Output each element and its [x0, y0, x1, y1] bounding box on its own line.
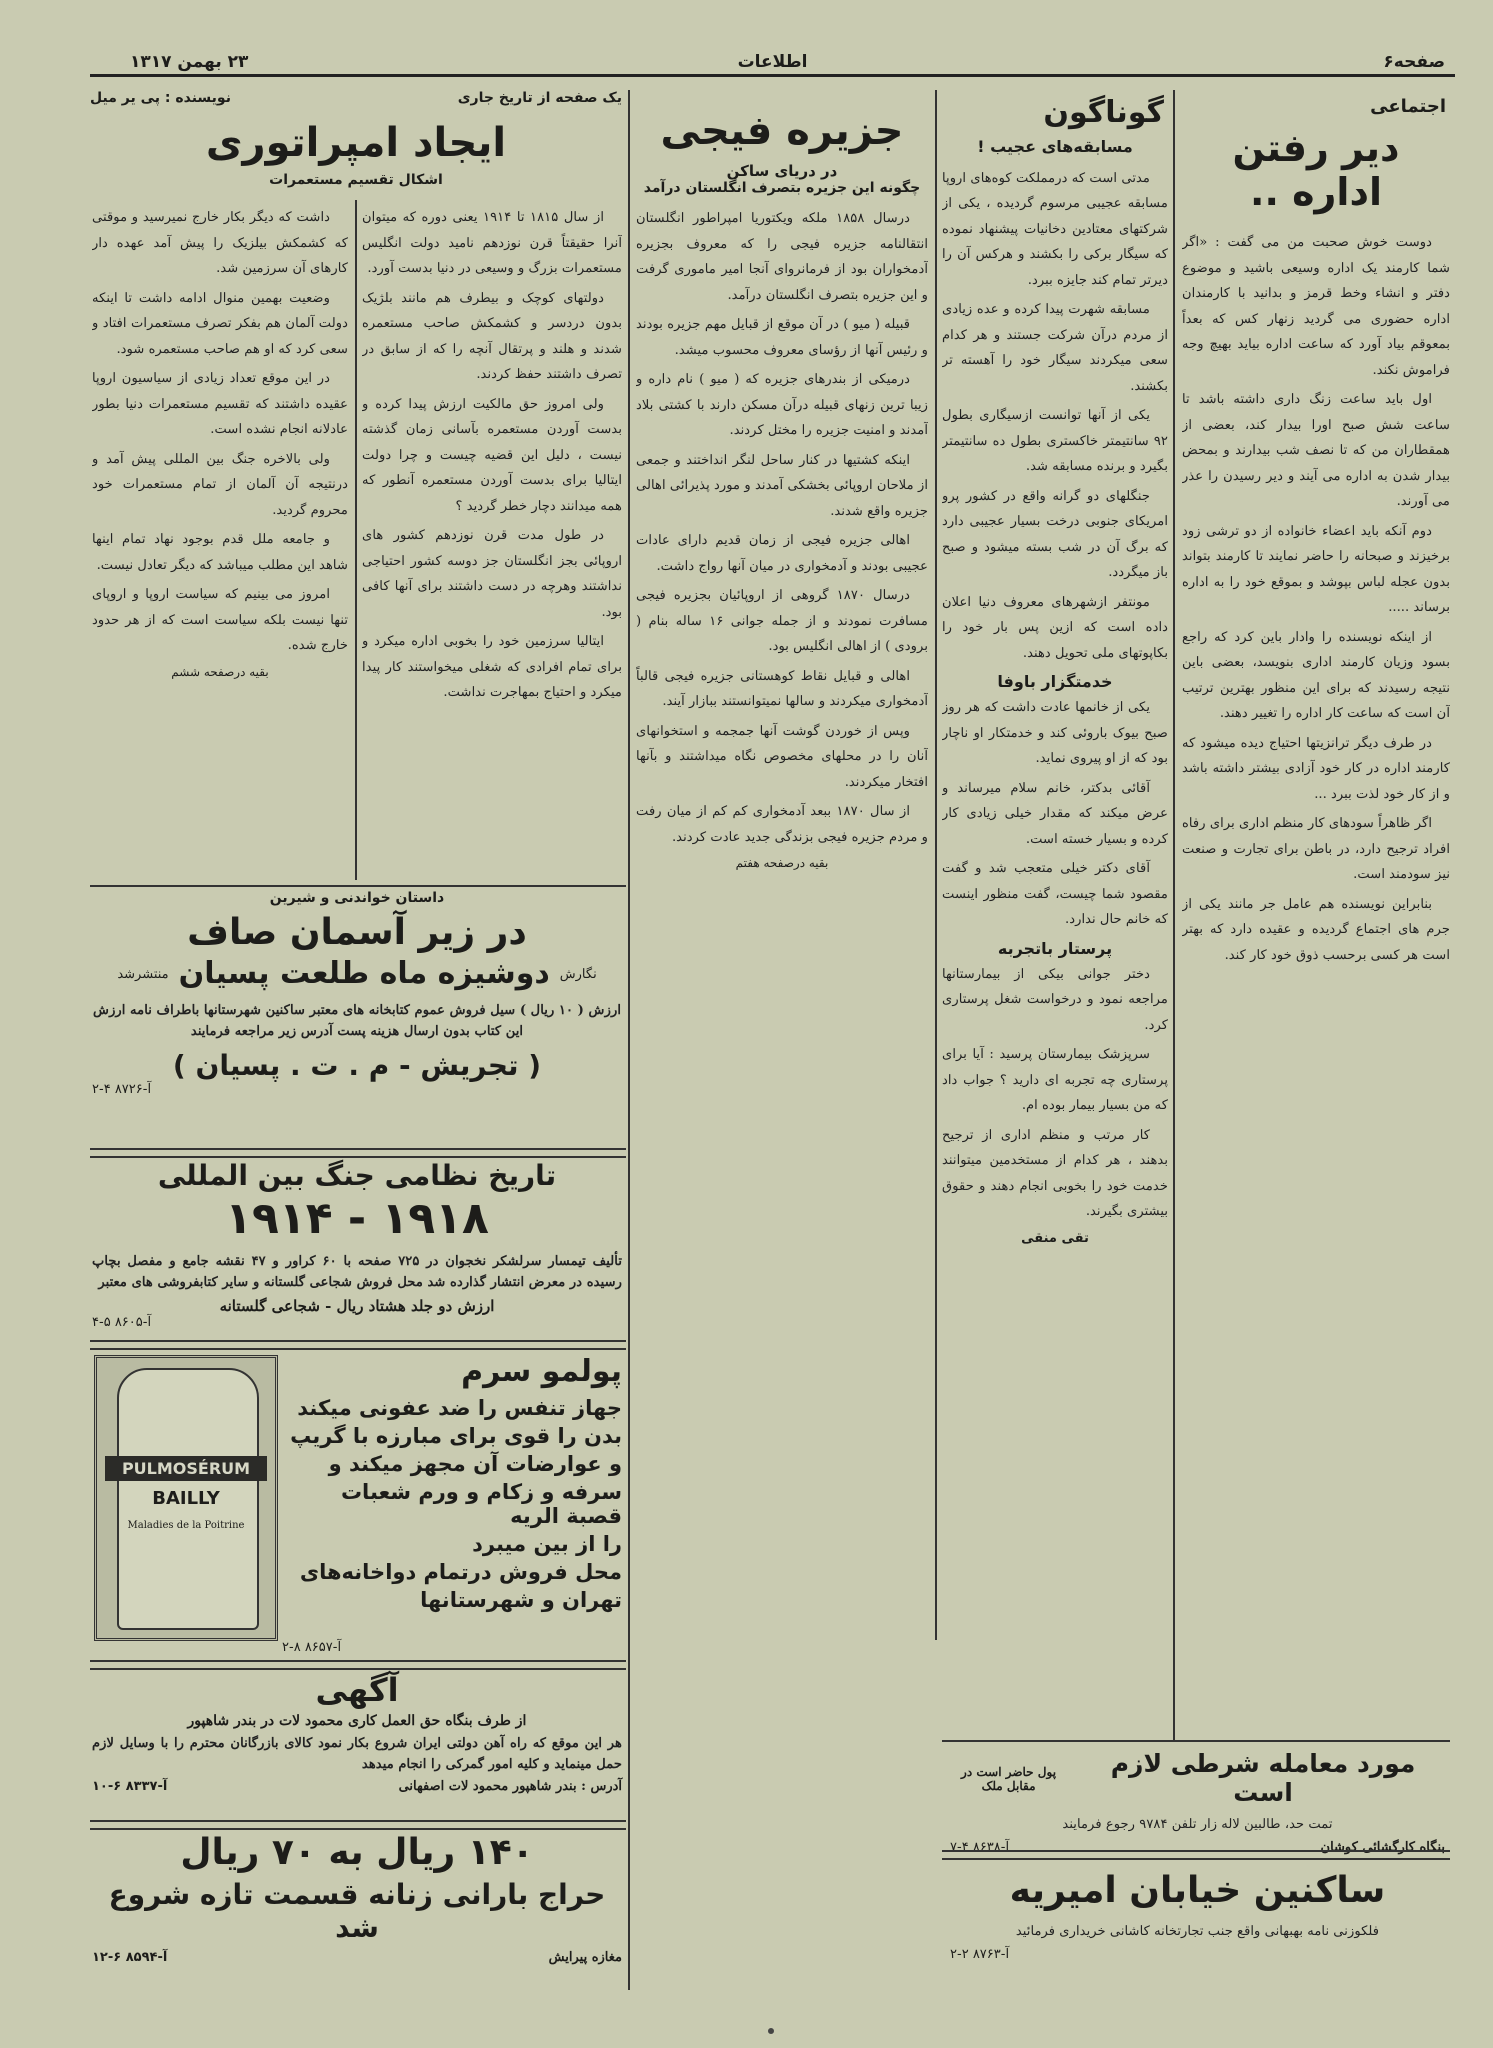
raincoat-ad-shop: مغازه پیرایش: [548, 1949, 622, 1965]
paragraph: مدتی است که درمملکت کوه‌های اروپا مسابقه عجیبی مرسوم گردیده ، یکی از شرکتهای معتادین دخانیات پیشنهاد نموده که سیگار برکی را بکشند و هرکس آن را دیرتر تمام کند جایزه ببرد.: [942, 170, 1168, 288]
raincoat-ad-subtitle: حراج بارانی زنانه قسمت تازه شروع شد: [108, 1878, 606, 1944]
paragraph: دوست خوش صحبت من می گفت : «اگر شما کارمند یک اداره وسیعی باشید و موضوع دفتر و انشاء وخط قرمز و بدانید با کارمندان اداره حضوری می گردید زنهار کس که بعداً بمعوقم بیاد آورد که ساعت اداره بیاید بهیچ وجه فراموش نکند.: [1182, 235, 1450, 378]
paragraph: درسال ۱۸۷۰ گروهی از اروپائیان بجزیره فیجی مسافرت نمودند و از جمله جوانی ۱۶ ساله بنام ( برودی ) از اهالی انگلیس بود.: [636, 588, 928, 654]
paragraph: مونتفر ازشهرهای معروف دنیا اعلان داده است که ازین پس بار خود را بکاپوتهای ملی تحویل دهند.: [942, 594, 1168, 661]
page-number: صفحه۶: [1383, 52, 1445, 72]
ad-code: آ-۸۶۵۷ ۸-۲: [282, 1640, 342, 1655]
history-column-right: [362, 205, 622, 875]
story-ad-address: ( تجریش - م . ت . پسیان ): [172, 1048, 542, 1082]
paragraph: اگر ظاهراً سودهای کار منظم اداری برای رفاه افراد ترجیح دارد، در باطن برای تجارت و صنعت نیز سودمند است.: [1182, 816, 1450, 883]
history-author: نویسنده : پی یر میل: [90, 90, 231, 106]
amiriyeh-ad: [950, 1870, 1445, 1970]
fiji-title: جزیره فیجی: [660, 108, 904, 154]
section-heading: پرستار باتجربه: [997, 938, 1113, 958]
paragraph: اول باید ساعت زنگ داری داشته باشد تا ساعت شش صبح اورا بیدار کند، بعضی از همقطاران من که تا نصف شب بیدارند و بمحض بیدار شدن به اداره می آیند و دیر رسیدن را عذر می آورند.: [1182, 392, 1450, 510]
product-bottle-image: [94, 1355, 278, 1641]
paragraph: در این موقع تعداد زیادی از سیاسیون اروپا عقیده داشتند که تقسیم مستعمرات دنیا بطور عادلانه انجام نشده است.: [92, 371, 348, 437]
war-history-ad: [92, 1160, 622, 1350]
paragraph: از اینکه نویسنده را وادار باین کرد که راجع بسود وزیان کارمند اداری بنویسد، بعضی باین نتیجه رسیدند که برای این منظور بهترین ترتیب آن است که ساعت کار اداره را تغییر دهند.: [1182, 629, 1450, 722]
rule: [90, 1148, 626, 1158]
paragraph: کار مرتب و منظم اداری از ترجیح بدهند ، هر کدام از مستخدمین میتوانند خدمت خود را بخوبی انجام دهند و حقوق بیشتری بگیرند.: [942, 1127, 1168, 1219]
story-ad-author-suffix: منتشرشد: [117, 967, 169, 983]
property-ad-text: تمت حد، طالبین لاله زار تلفن ۹۷۸۴ رجوع فرمایند: [1062, 1816, 1333, 1832]
paragraph: سرپزشک بیمارستان پرسید : آیا برای پرستاری چه تجربه ای دارید ؟ جواب داد که من بسیار بیمار بوده ام.: [942, 1047, 1168, 1113]
war-history-text: تألیف تیمسار سرلشکر نخجوان در ۷۲۵ صفحه با ۶۰ کراور و ۴۷ نقشه جامع و مفصل بچاپ رسیده در معرض انتشار گذارده شد محل فروش شجاعی گلستانه و سایر کتابفروشی های معتبر: [92, 1253, 622, 1290]
rule: [90, 1660, 626, 1670]
ad-code: آ-۸۶۳۸ ۴-۷: [950, 1839, 1010, 1855]
fiji-subtitle-1: در دریای ساکن: [726, 162, 838, 180]
war-history-price: ارزش دو جلد هشتاد ریال - شجاعی گلستانه: [219, 1296, 495, 1315]
story-ad-author-prefix: نگارش: [559, 967, 597, 983]
raincoat-ad: [92, 1832, 622, 1982]
social-kicker: اجتماعی: [1370, 96, 1446, 117]
paragraph: اهالی و قبایل نقاط کوهستانی جزیره فیجی قالباً آدمخواری میکردند و سالها نمیتوانستند ببازار آیند.: [636, 668, 928, 709]
bottle-label: PULMOSÉRUM: [105, 1456, 267, 1481]
social-column: [1182, 90, 1450, 1900]
paragraph: در طول مدت قرن نوزدهم کشور های اروپائی بجز انگلستان جز دوسه کشور احتیاجی نداشتند وهرچه در دست داشتند برای آنها کافی بود.: [362, 528, 622, 620]
misc-kicker: گوناگون: [1043, 95, 1164, 130]
paragraph: دولتهای کوچک و بیطرف هم مانند بلژیک بدون دردسر و کشمکش صاحب مستعمره شدند و هلند و پرتقال آنچه را که از سابق در تصرف داشتند حفظ کردند.: [362, 290, 622, 382]
paper-name: اطلاعات: [737, 52, 808, 72]
paragraph: اهالی جزیره فیجی از زمان قدیم دارای عادات عجیبی بودند و آدمخواری در میان آنها رواج داشت.: [636, 533, 928, 574]
pulmoserum-line: محل فروش درتمام دواخانه‌های: [299, 1560, 622, 1585]
fiji-column: [636, 90, 928, 2000]
paragraph: امروز می بینیم که سیاست اروپا و اروپای تنها نیست بلکه سیاست است که از هر حدود خارج شده.: [92, 587, 348, 653]
paragraph: درسال ۱۸۵۸ ملکه ویکتوریا امپراطور انگلستان انتقالنامه جزیره فیجی را که معروف بجزیره آدمخواران بود از فرمانروای آنجا امیر ماموری گرفت و این جزیره بتصرف انگلستان درآمد.: [636, 211, 928, 303]
pulmoserum-ad: [92, 1355, 622, 1655]
social-title: دیر رفتن اداره ..: [1232, 126, 1400, 214]
section-heading: خدمتگزار باوفا: [997, 672, 1113, 691]
raincoat-ad-title: ۱۴۰ ریال به ۷۰ ریال: [180, 1832, 534, 1873]
paragraph: و جامعه ملل قدم بوجود نهاد تمام اینها شاهد این مطلب میباشد که دیگر تعادل نیست.: [92, 532, 348, 573]
property-ad-agency: بنگاه کارگشائی کوشان: [1320, 1839, 1445, 1855]
pulmoserum-line: جهاز تنفس را ضد عفونی میکند: [297, 1395, 622, 1420]
amiriyeh-ad-text: فلکوزنی نامه بهبهانی واقع جنب تجارتخانه کاشانی خریداری فرمائید: [1015, 1924, 1380, 1940]
paragraph: بنابراین نویسنده هم عامل جر مانند یکی از جرم های اجتماع گردیده و عقیده دارد که بهتر است هر کسی برحسب ذوق خود کار کند.: [1182, 896, 1450, 963]
paragraph: ایتالیا سرزمین خود را بخوبی اداره میکرد و برای تمام افرادی که شغلی میخواستند کار پیدا میکرد و احتیاج بمهاجرت نداشت.: [362, 634, 622, 700]
pulmoserum-text-block: [282, 1355, 622, 1613]
paragraph: ولی امروز حق مالکیت ارزش پیدا کرده و بدست آوردن مستعمره بآسانی زمان گذشته نیست ، دلیل این قضیه چیست و چرا دولت ایتالیا برای بدست آوردن مستعمره آنطور که همه میدانند دچار خطر گردید ؟: [362, 396, 622, 514]
ad-code: آ-۸۶۰۵ ۵-۴: [92, 1314, 152, 1330]
paragraph: آقائی بدکتر، خانم سلام میرساند و عرض میکند که مقدار خیلی زیادی کار کرده و بسیار خسته است.: [942, 780, 1168, 847]
history-subtitle: اشکال تقسیم مستعمرات: [269, 172, 443, 188]
paragraph: قبیله ( میو ) در آن موقع از قبایل مهم جزیره بودند و رئیس آنها از رؤسای معروف محسوب میشد.: [636, 317, 928, 358]
notice-line: از طرف بنگاه حق العمل کاری محمود لات در بندر شاهپور: [187, 1712, 527, 1729]
rule: [90, 1340, 626, 1350]
paragraph: ولی بالاخره جنگ بین المللی پیش آمد و درنتیجه آن آلمان از تمام مستعمرات خود محروم گردید.: [92, 451, 348, 518]
ad-code: آ-۸۳۳۷ ۶-۱۰: [92, 1778, 168, 1794]
paragraph: دختر جوانی بیکی از بیمارستانها مراجعه نمود و درخواست شغل پرستاری کرد.: [942, 966, 1168, 1033]
paragraph: دوم آنکه باید اعضاء خانواده از دو ترشی زود برخیزند و صبحانه را حاضر نمایند تا کارمند بتواند بدون عجله لباس بپوشد و بموقع خود را به اداره برساند .....: [1182, 523, 1450, 616]
column-rule: [1173, 90, 1175, 1740]
paragraph: از سال ۱۸۷۰ ببعد آدمخواری کم کم از میان رفت و مردم جزیره فیجی بزندگی جدید عادت کردند.: [636, 804, 928, 845]
fiji-subtitle-2: چگونه این جزیره بتصرف انگلستان درآمد: [643, 180, 921, 196]
paragraph: در طرف دیگر ترانزیتها احتیاج دیده میشود که کارمند اداره در کار خود آزادی بیشتر داشته باشد و از کار خود لذت ببرد ...: [1182, 735, 1450, 802]
paragraph: اینکه کشتیها در کنار ساحل لنگر انداختند و جمعی از ملاحان اروپائی بخشکی آمدند و مورد پذیرائی اهالی جزیره واقع شدند.: [636, 452, 928, 519]
paragraph: وپس از خوردن گوشت آنها جمجمه و استخوانهای آنان را در محلهای مخصوص نگاه میداشتند و بآنها افتخار میکردند.: [636, 723, 928, 790]
misc-column: [942, 90, 1168, 1710]
paragraph: جنگلهای دو گرانه واقع در کشور پرو امریکای جنوبی درخت بسیار عجیبی دارد که برگ آن در شب بسته میشود و صبح باز میگردد.: [942, 488, 1168, 580]
war-history-title: تاریخ نظامی جنگ بین المللی: [157, 1159, 557, 1192]
bottle-brand: BAILLY: [152, 1488, 220, 1509]
signature: تقی منقی: [1021, 1230, 1089, 1246]
ad-code: آ-۸۷۲۶ ۴-۲: [92, 1082, 152, 1098]
rule: [942, 1850, 1450, 1860]
story-ad: [92, 890, 622, 1140]
notice-text: هر این موقع که راه آهن دولتی ایران شروع بکار نمود کالای بازرگانان محترم را با وسایل لازم حمل مینماید و کلیه امور گمرکی را انجام میدهد: [92, 1735, 622, 1772]
continuation-note: بقیه درصفحه هفتم: [735, 856, 829, 870]
column-rule: [935, 90, 937, 1640]
story-ad-text: ارزش ( ۱۰ ریال ) سیل فروش عموم کتابخانه های معتبر ساکنین شهرستانها باطراف نامه ارزش این کتاب بدون ارسال هزینه پست آدرس زیر مراجعه فرمایند: [92, 1002, 622, 1039]
property-ad-note: پول حاضر است در مقابل ملک: [961, 1764, 1057, 1793]
history-kicker: یک صفحه از تاریخ جاری: [457, 90, 622, 106]
paragraph: داشت که دیگر بکار خارج نمیرسید و موقتی که کشمکش بیلزیک را پیش آمد عهده دار کارهای آن سرزمین شد.: [92, 210, 348, 276]
pulmoserum-line: تهران و شهرستانها: [420, 1588, 622, 1613]
issue-date: ۲۳ بهمن ۱۳۱۷: [130, 52, 249, 72]
masthead: [90, 48, 1455, 77]
amiriyeh-ad-title: ساکنین خیابان امیریه: [1009, 1870, 1386, 1911]
story-ad-kicker: داستان خواندنی و شیرین: [269, 890, 445, 906]
bottle-small-text: Maladies de la Poitrine: [127, 1520, 245, 1531]
ad-code: آ-۸۷۶۳ ۲-۲: [950, 1947, 1010, 1963]
paragraph: درمیکی از بندرهای جزیره که ( میو ) نام داره و زیبا ترین زنهای قبیله درآن مسکن دارند با کشتی بلاد آمدند و امنیت جزیره را مختل کردند.: [636, 372, 928, 438]
paragraph: از سال ۱۸۱۵ تا ۱۹۱۴ یعنی دوره که میتوان آنرا حقیقتاً قرن نوزدهم نامید دولت انگلیس مستعمرات بزرگ و وسیعی در دنیا بدست آورد.: [362, 210, 622, 276]
history-header: [90, 90, 622, 200]
paragraph: آقای دکتر خیلی متعجب شد و گفت مقصود شما چیست، گفت منظور اینست که خانم حال ندارد.: [942, 861, 1168, 927]
paragraph: یکی از آنها توانست ازسیگاری بطول ۹۲ سانتیمتر خاکستری بطول ده سانتیمتر بگیرد و برنده مسابقه شد.: [942, 408, 1168, 474]
story-ad-author: دوشیزه ماه طلعت پسیان: [178, 956, 550, 992]
history-column-left: [92, 205, 348, 875]
notice-title: آگهی: [315, 1671, 399, 1709]
pulmoserum-line: سرفه و زکام و ورم شعبات قصبة الریه: [340, 1479, 622, 1529]
notice-address: آدرس : بندر شاهپور محمود لات اصفهانی: [398, 1778, 622, 1794]
ad-code: آ-۸۵۹۴ ۶-۱۲: [92, 1949, 168, 1965]
column-rule: [355, 200, 357, 880]
paragraph: مسابقه شهرت پیدا کرده و عده زیادی از مردم درآن شرکت جستند و هر کدام سعی میکردند سیگار خود را آهسته تر بکشند.: [942, 302, 1168, 394]
page-mark: [768, 2028, 774, 2034]
property-ad: [950, 1749, 1445, 1855]
misc-subtitle: مسابقه‌های عجیب !: [977, 136, 1133, 156]
war-history-years: ۱۹۱۸ - ۱۹۱۴: [225, 1193, 489, 1245]
column-rule: [628, 90, 630, 1990]
paragraph: یکی از خانمها عادت داشت که هر روز صبح بیوک باروئی کند و خدمتکار او ناچار بود که از او پیروی نماید.: [942, 700, 1168, 766]
property-ad-title: مورد معامله شرطی لازم است: [1110, 1749, 1416, 1807]
rule: [942, 1740, 1450, 1742]
pulmoserum-line: و عوارضات آن مجهز میکند و: [328, 1451, 622, 1476]
paragraph: وضعیت بهمین منوال ادامه داشت تا اینکه دولت آلمان هم بفکر تصرف مستعمرات افتاد و سعی کرد که او هم صاحب مستعمره شود.: [92, 290, 348, 357]
rule: [90, 1820, 626, 1830]
rule: [90, 885, 626, 887]
pulmoserum-line: بدن را قوی برای مبارزه با گریپ: [290, 1423, 622, 1448]
pulmoserum-line: را از بین میبرد: [472, 1532, 622, 1557]
pulmoserum-title: پولمو سرم: [461, 1354, 622, 1389]
history-title: ایجاد امپراتوری: [205, 120, 507, 166]
story-ad-title: در زیر آسمان صاف: [187, 912, 527, 953]
continuation-note: بقیه درصفحه ششم: [171, 664, 269, 679]
notice-ad: [92, 1672, 622, 1822]
